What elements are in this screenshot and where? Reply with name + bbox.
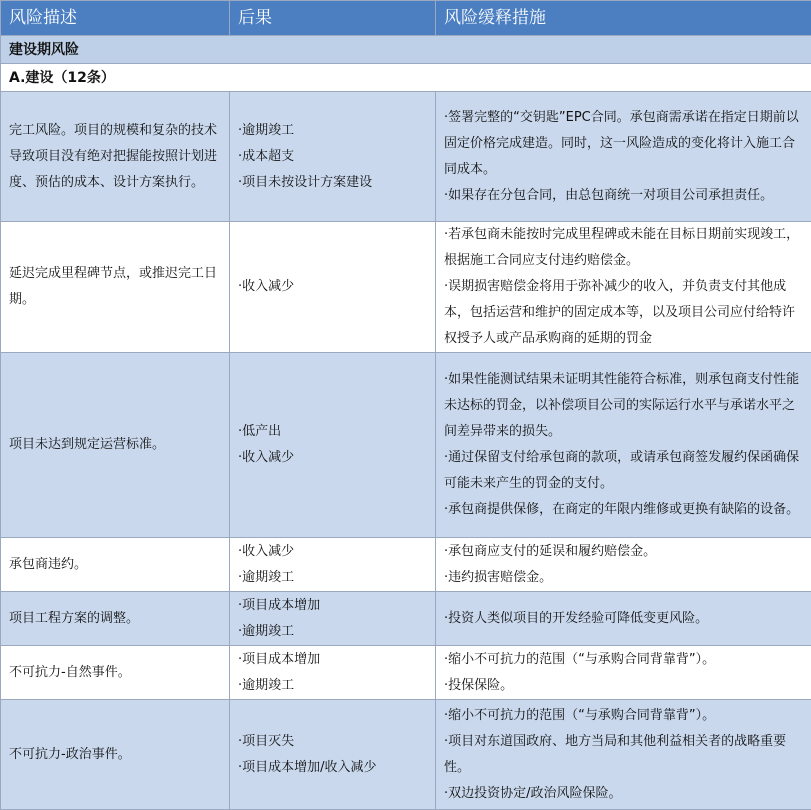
measure-item: ·投保保险。 <box>444 673 803 699</box>
table-row <box>1 222 811 353</box>
measure-item: ·如果性能测试结果未证明其性能符合标准，则承包商支付性能未达标的罚金，以补偿项目公司的实际运行水平与承诺水平之间差异带来的损失。 <box>444 367 803 445</box>
measure-item: ·若承包商未能按时完成里程碑或未能在目标日期前实现竣工，根据施工合同应支付违约赔偿金。 <box>444 222 803 274</box>
risk-measures <box>436 646 811 700</box>
consequence-item: ·逾期竣工 <box>238 619 427 645</box>
risk-description-text: 项目未达到规定运营标准。 <box>9 432 221 458</box>
risk-measures <box>436 700 811 810</box>
risk-description <box>1 353 230 538</box>
risk-description-text: 延迟完成里程碑节点，或推迟完工日期。 <box>9 261 221 313</box>
header-consequences: 后果 <box>230 1 436 36</box>
subsection-row <box>1 64 811 92</box>
measure-item: ·违约损害赔偿金。 <box>444 565 803 591</box>
risk-consequences <box>230 646 436 700</box>
measure-item: ·缩小不可抗力的范围（“与承购合同背靠背”）。 <box>444 703 803 729</box>
table-row <box>1 353 811 538</box>
risk-consequences <box>230 353 436 538</box>
risk-measures <box>436 353 811 538</box>
risk-description <box>1 700 230 810</box>
measure-item: ·投资人类似项目的开发经验可降低变更风险。 <box>444 606 803 632</box>
risk-consequences <box>230 222 436 353</box>
measure-item: ·如果存在分包合同，由总包商统一对项目公司承担责任。 <box>444 183 803 209</box>
risk-description-text: 不可抗力-政治事件。 <box>9 742 221 768</box>
consequence-item: ·项目成本增加 <box>238 647 427 673</box>
header-measures: 风险缓释措施 <box>436 1 811 36</box>
section-title: 建设期风险 <box>1 36 811 64</box>
table-row <box>1 592 811 646</box>
header-row <box>1 1 811 36</box>
risk-description-text: 承包商违约。 <box>9 552 221 578</box>
risk-description-text: 不可抗力-自然事件。 <box>9 660 221 686</box>
risk-measures <box>436 538 811 592</box>
consequence-item: ·逾期竣工 <box>238 565 427 591</box>
risk-description <box>1 222 230 353</box>
measure-item: ·双边投资协定/政治风险保险。 <box>444 781 803 807</box>
risk-description <box>1 92 230 222</box>
consequence-item: ·项目成本增加 <box>238 593 427 619</box>
risk-consequences <box>230 592 436 646</box>
risk-rows <box>1 92 811 810</box>
consequence-item: ·逾期竣工 <box>238 673 427 699</box>
table-row <box>1 92 811 222</box>
header-description: 风险描述 <box>1 1 230 36</box>
table-row <box>1 538 811 592</box>
measure-item: ·缩小不可抗力的范围（“与承购合同背靠背”）。 <box>444 647 803 673</box>
consequence-item: ·成本超支 <box>238 144 427 170</box>
measure-item: ·项目对东道国政府、地方当局和其他利益相关者的战略重要性。 <box>444 729 803 781</box>
subsection-title: A.建设（12条） <box>1 64 811 92</box>
measure-item: ·误期损害赔偿金将用于弥补减少的收入，并负责支付其他成本，包括运营和维护的固定成本等，以及项目公司应付给特许权授予人或产品承购商的延期的罚金 <box>444 274 803 352</box>
risk-measures <box>436 222 811 353</box>
consequence-item: ·项目成本增加/收入减少 <box>238 755 427 781</box>
risk-consequences <box>230 700 436 810</box>
risk-measures <box>436 592 811 646</box>
risk-description-text: 完工风险。项目的规模和复杂的技术导致项目没有绝对把握能按照计划进度、预估的成本、设计方案执行。 <box>9 118 221 196</box>
consequence-item: ·项目灭失 <box>238 729 427 755</box>
risk-description <box>1 592 230 646</box>
consequence-item: ·收入减少 <box>238 539 427 565</box>
measure-item: ·承包商提供保修，在商定的年限内维修或更换有缺陷的设备。 <box>444 497 803 523</box>
risk-consequences <box>230 538 436 592</box>
section-row <box>1 36 811 64</box>
measure-item: ·签署完整的“交钥匙”EPC合同。承包商需承诺在指定日期前以固定价格完成建造。同时，这一风险造成的变化将计入施工合同成本。 <box>444 105 803 183</box>
risk-consequences <box>230 92 436 222</box>
risk-measures <box>436 92 811 222</box>
consequence-item: ·收入减少 <box>238 274 427 300</box>
table-row <box>1 646 811 700</box>
table-row <box>1 700 811 810</box>
measure-item: ·承包商应支付的延误和履约赔偿金。 <box>444 539 803 565</box>
risk-description-text: 项目工程方案的调整。 <box>9 606 221 632</box>
consequence-item: ·项目未按设计方案建设 <box>238 170 427 196</box>
consequence-item: ·低产出 <box>238 419 427 445</box>
measure-item: ·通过保留支付给承包商的款项，或请承包商签发履约保函确保可能未来产生的罚金的支付。 <box>444 445 803 497</box>
consequence-item: ·逾期竣工 <box>238 118 427 144</box>
consequence-item: ·收入减少 <box>238 445 427 471</box>
risk-description <box>1 646 230 700</box>
risk-description <box>1 538 230 592</box>
